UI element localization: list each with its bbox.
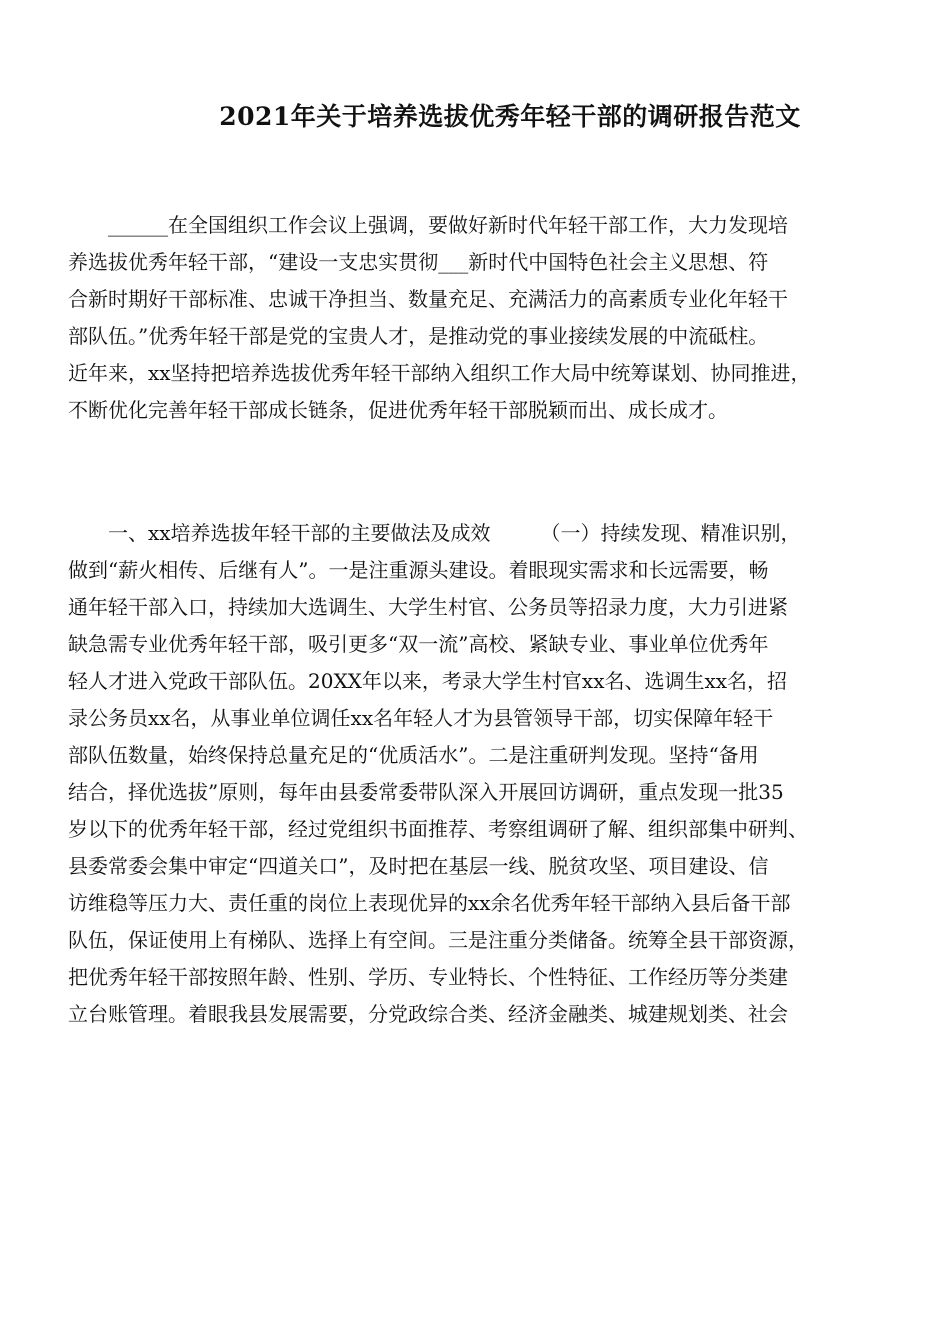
text-line: ______在全国组织工作会议上强调，要做好新时代年轻干部工作，大力发现培 bbox=[68, 213, 788, 237]
text-line: 录公务员xx名，从事业单位调任xx名年轻人才为县管领导干部，切实保障年轻干 bbox=[68, 706, 774, 730]
text-line: 不断优化完善年轻干部成长链条，促进优秀年轻干部脱颖而出、成长成才。 bbox=[68, 398, 728, 422]
text-line: 队伍，保证使用上有梯队、选择上有空间。三是注重分类储备。统筹全县干部资源， bbox=[68, 928, 808, 952]
text-line: 把优秀年轻干部按照年龄、性别、学历、专业特长、个性特征、工作经历等分类建 bbox=[68, 965, 788, 989]
text-line: 部队伍。”优秀年轻干部是党的宝贵人才，是推动党的事业接续发展的中流砥柱。 bbox=[68, 324, 769, 348]
text-line: 访维稳等压力大、责任重的岗位上表现优异的xx余名优秀年轻干部纳入县后备干部 bbox=[68, 891, 791, 915]
text-line: 轻人才进入党政干部队伍。20XX年以来，考录大学生村官xx名、选调生xx名，招 bbox=[68, 669, 788, 693]
text-line: 立台账管理。着眼我县发展需要，分党政综合类、经济金融类、城建规划类、社会 bbox=[68, 1002, 788, 1026]
text-line: 一、xx培养选拔年轻干部的主要做法及成效 （一）持续发现、精准识别， bbox=[68, 521, 801, 545]
document-title: 2021年关于培养选拔优秀年轻干部的调研报告范文 bbox=[219, 102, 801, 131]
paragraph-intro bbox=[68, 207, 882, 429]
text-line: 结合，择优选拔”原则，每年由县委常委带队深入开展回访调研，重点发现一批35 bbox=[68, 780, 784, 804]
text-line: 近年来，xx坚持把培养选拔优秀年轻干部纳入组织工作大局中统筹谋划、协同推进， bbox=[68, 361, 811, 385]
text-line: 岁以下的优秀年轻干部，经过党组织书面推荐、考察组调研了解、组织部集中研判、 bbox=[68, 817, 808, 841]
text-line: 做到“薪火相传、后继有人”。一是注重源头建设。着眼现实需求和长远需要，畅 bbox=[68, 558, 769, 582]
text-line: 养选拔优秀年轻干部，“建设一支忠实贯彻___新时代中国特色社会主义思想、符 bbox=[68, 250, 769, 274]
paragraph-section-one bbox=[68, 515, 882, 1033]
text-line: 缺急需专业优秀年轻干部，吸引更多“双一流”高校、紧缺专业、事业单位优秀年 bbox=[68, 632, 769, 656]
text-line: 合新时期好干部标准、忠诚干净担当、数量充足、充满活力的高素质专业化年轻干 bbox=[68, 287, 788, 311]
text-line: 县委常委会集中审定“四道关口”，及时把在基层一线、脱贫攻坚、项目建设、信 bbox=[68, 854, 769, 878]
text-line: 通年轻干部入口，持续加大选调生、大学生村官、公务员等招录力度，大力引进紧 bbox=[68, 595, 788, 619]
text-line: 部队伍数量，始终保持总量充足的“优质活水”。二是注重研判发现。坚持“备用 bbox=[68, 743, 759, 767]
